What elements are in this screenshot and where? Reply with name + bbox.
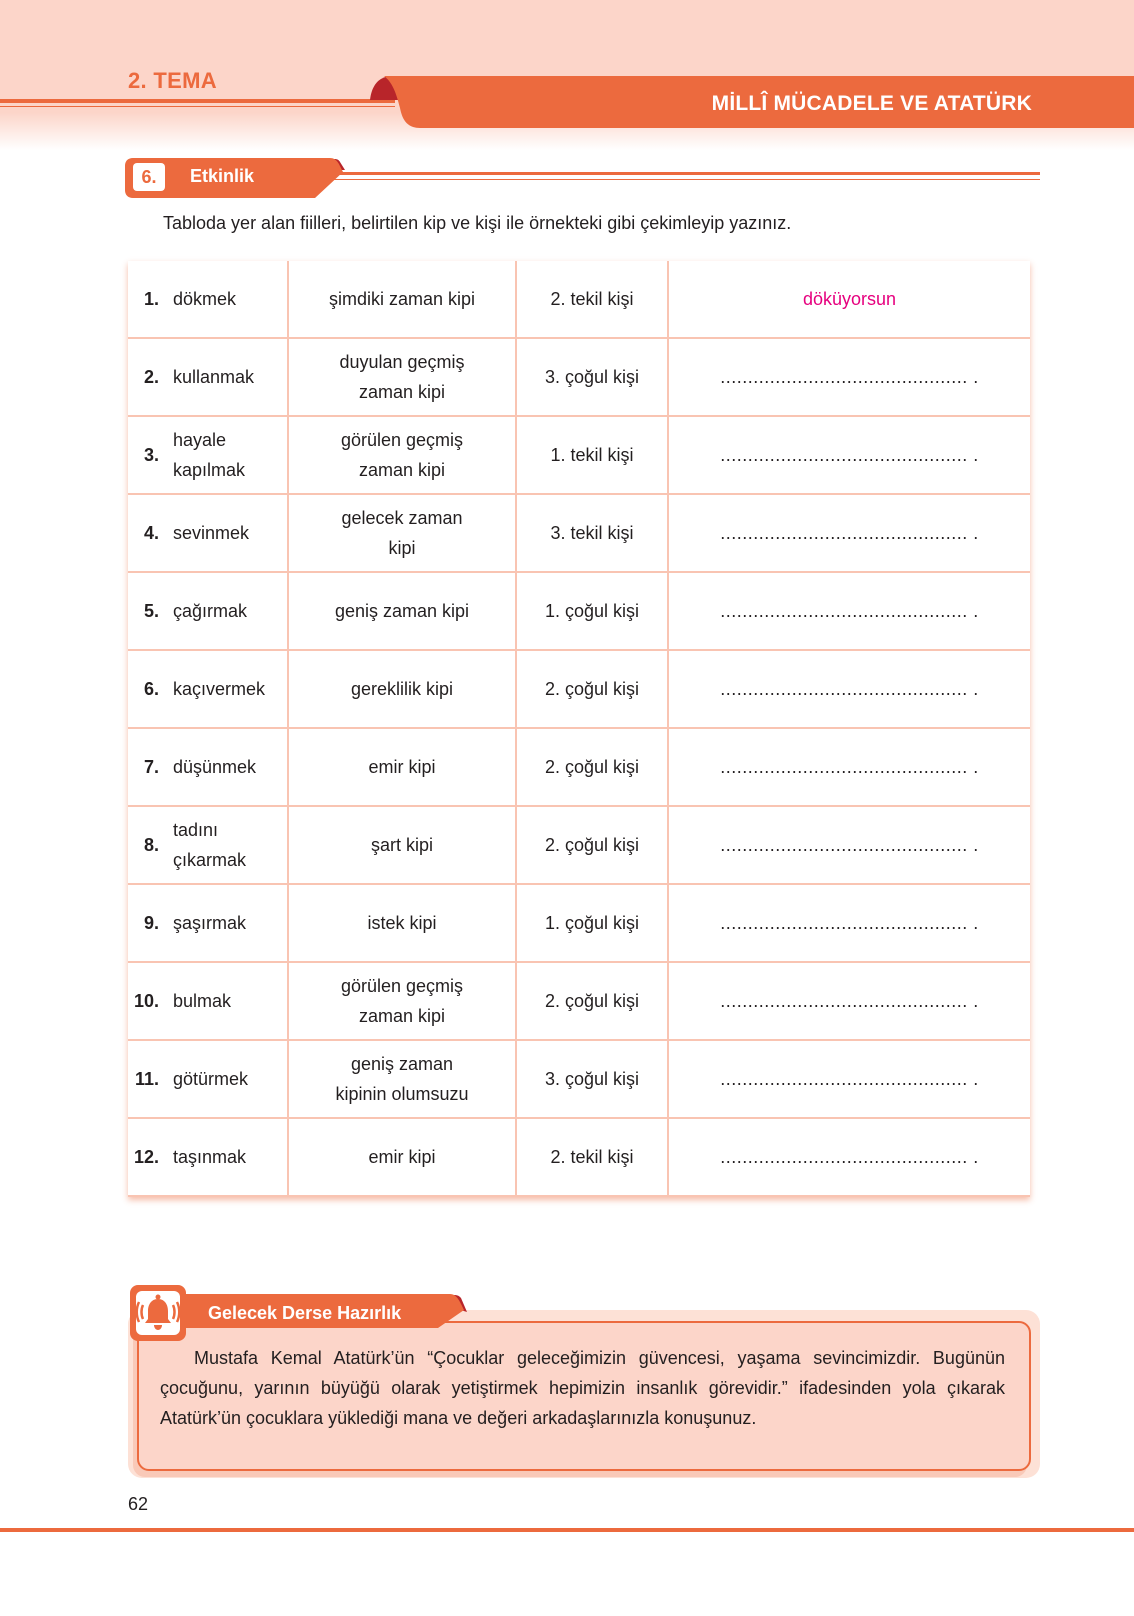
mood-cell [288,884,516,962]
verb-cell [128,884,288,962]
table-row [128,884,1030,962]
person-cell [516,1040,668,1118]
row-number: 5. [143,601,159,621]
person: 2. tekil kişi [550,289,634,309]
answer-blank[interactable]: ............................................. . [720,835,979,855]
alarm-bell-icon [136,1291,180,1335]
verb-cell [128,806,288,884]
answer-blank-cell[interactable] [668,884,1030,962]
person-cell [516,494,668,572]
row-number: 11. [134,1069,159,1089]
person: 2. çoğul kişi [544,679,640,699]
activity-instruction: Tabloda yer alan fiilleri, belirtilen kip ve kişi ile örnekteki gibi çekimleyip yazınız. [163,213,792,233]
person-cell [516,1118,668,1196]
mood-cell [288,962,516,1040]
activity-number: 6. [133,163,165,191]
row-number: 10. [133,991,159,1011]
table-row [128,806,1030,884]
mood-cell [288,806,516,884]
table-row [128,1040,1030,1118]
person-cell [516,650,668,728]
table-row [128,416,1030,494]
answer-blank-cell[interactable] [668,728,1030,806]
verb: çağırmak [173,601,248,621]
mood-cell [288,261,516,338]
table-row [128,962,1030,1040]
answer-blank-cell[interactable] [668,572,1030,650]
table-row [128,728,1030,806]
table-row [128,572,1030,650]
verb: bulmak [173,991,232,1011]
answer-blank-cell[interactable] [668,494,1030,572]
verb: dökmek [173,289,237,309]
mood: gelecek zaman kipi [341,508,463,558]
person: 3. çoğul kişi [544,1069,640,1089]
answer-blank[interactable]: ............................................. . [720,1069,979,1089]
mood-cell [288,650,516,728]
row-number: 8. [143,835,159,855]
verb: taşınmak [173,1147,247,1167]
verb-cell [128,1118,288,1196]
answer-blank[interactable]: ............................................. . [720,991,979,1011]
mood: duyulan geçmiş zaman kipi [339,352,465,402]
preparation-text: Mustafa Kemal Atatürk’ün “Çocuklar geleceğimizin güvencesi, yaşama sevincimizdir. Bugünün çocuğunu, yarının büyüğü olarak yetiştirmek hepimizin insanlık görevidir.” ifadesinden yola çıkarak Atatürk’ün çocuklara yüklediği mana ve değeri arkadaşlarınızla konuşunuz. [160,1348,1005,1428]
verb: götürmek [173,1069,249,1089]
mood: emir kipi [368,757,436,777]
conjugation-table [128,261,1030,1197]
row-number: 7. [143,757,159,777]
table-row [128,338,1030,416]
activity-header [125,158,1040,198]
preparation-title: Gelecek Derse Hazırlık [208,1303,402,1323]
person: 2. çoğul kişi [544,835,640,855]
theme-divider-thin [0,106,395,107]
person-cell [516,806,668,884]
mood-cell [288,1118,516,1196]
person-cell [516,261,668,338]
answer-blank[interactable]: ............................................. . [720,679,979,699]
verb-cell [128,572,288,650]
verb-cell [128,416,288,494]
person: 1. çoğul kişi [544,601,640,621]
mood: gereklilik kipi [350,679,454,699]
answer-blank[interactable]: ............................................. . [720,601,979,621]
mood: geniş zaman kipi [334,601,470,621]
answer-blank[interactable]: ............................................. . [720,523,979,543]
row-number: 12. [133,1147,159,1167]
verb-cell [128,338,288,416]
answer-blank-cell[interactable] [668,806,1030,884]
answer-blank[interactable]: ............................................. . [720,913,979,933]
mood-cell [288,416,516,494]
verb: sevinmek [173,523,250,543]
person-cell [516,416,668,494]
mood: şimdiki zaman kipi [328,289,476,309]
row-number: 3. [143,445,159,465]
answer-blank-cell[interactable] [668,650,1030,728]
mood: emir kipi [368,1147,436,1167]
person: 3. çoğul kişi [544,367,640,387]
page-number: 62 [128,1494,149,1514]
theme-title: MİLLÎ MÜCADELE VE ATATÜRK [711,92,1032,115]
answer-blank[interactable]: ............................................. . [720,367,979,387]
person: 2. çoğul kişi [544,757,640,777]
verb-cell [128,962,288,1040]
theme-divider [0,99,395,103]
mood: görülen geçmiş zaman kipi [340,430,464,480]
verb: kullanmak [173,367,255,387]
verb: kaçıvermek [173,679,266,699]
verb: hayale kapılmak [173,430,246,480]
answer-blank-cell[interactable] [668,416,1030,494]
verb-cell [128,650,288,728]
answer-blank-cell[interactable] [668,1040,1030,1118]
mood: şart kipi [370,835,433,855]
mood-cell [288,494,516,572]
mood-cell [288,338,516,416]
row-number: 6. [143,679,159,699]
person: 2. tekil kişi [550,1147,634,1167]
example-answer-cell [668,261,1030,338]
answer-blank[interactable]: ............................................. . [720,1147,979,1167]
verb-cell [128,494,288,572]
footer-divider [0,1528,1134,1532]
verb-cell [128,261,288,338]
mood: istek kipi [367,913,437,933]
person-cell [516,962,668,1040]
person-cell [516,728,668,806]
verb: tadını çıkarmak [173,820,247,870]
person-cell [516,572,668,650]
row-number: 4. [143,523,159,543]
verb: şaşırmak [173,913,247,933]
theme-label: 2. TEMA [128,68,217,93]
person: 2. çoğul kişi [544,991,640,1011]
person-cell [516,884,668,962]
row-number: 2. [143,367,159,387]
answer-blank-cell[interactable] [668,962,1030,1040]
verb: düşünmek [173,757,257,777]
person: 3. tekil kişi [550,523,634,543]
answer-blank[interactable]: ............................................. . [720,445,979,465]
answer-blank-cell[interactable] [668,1118,1030,1196]
mood-cell [288,728,516,806]
table-row [128,650,1030,728]
table-row [128,1118,1030,1196]
row-number: 9. [143,913,159,933]
activity-title: Etkinlik [190,166,255,186]
person-cell [516,338,668,416]
mood: görülen geçmiş zaman kipi [340,976,464,1026]
verb-cell [128,1040,288,1118]
mood-cell [288,572,516,650]
row-number: 1. [143,289,159,309]
person: 1. çoğul kişi [544,913,640,933]
person: 1. tekil kişi [550,445,634,465]
answer-blank[interactable]: ............................................. . [720,757,979,777]
answer-blank-cell[interactable] [668,338,1030,416]
mood-cell [288,1040,516,1118]
table-row [128,494,1030,572]
verb-cell [128,728,288,806]
example-answer: döküyorsun [802,289,897,309]
mood: geniş zaman kipinin olumsuzu [335,1054,469,1104]
table-row [128,261,1030,338]
